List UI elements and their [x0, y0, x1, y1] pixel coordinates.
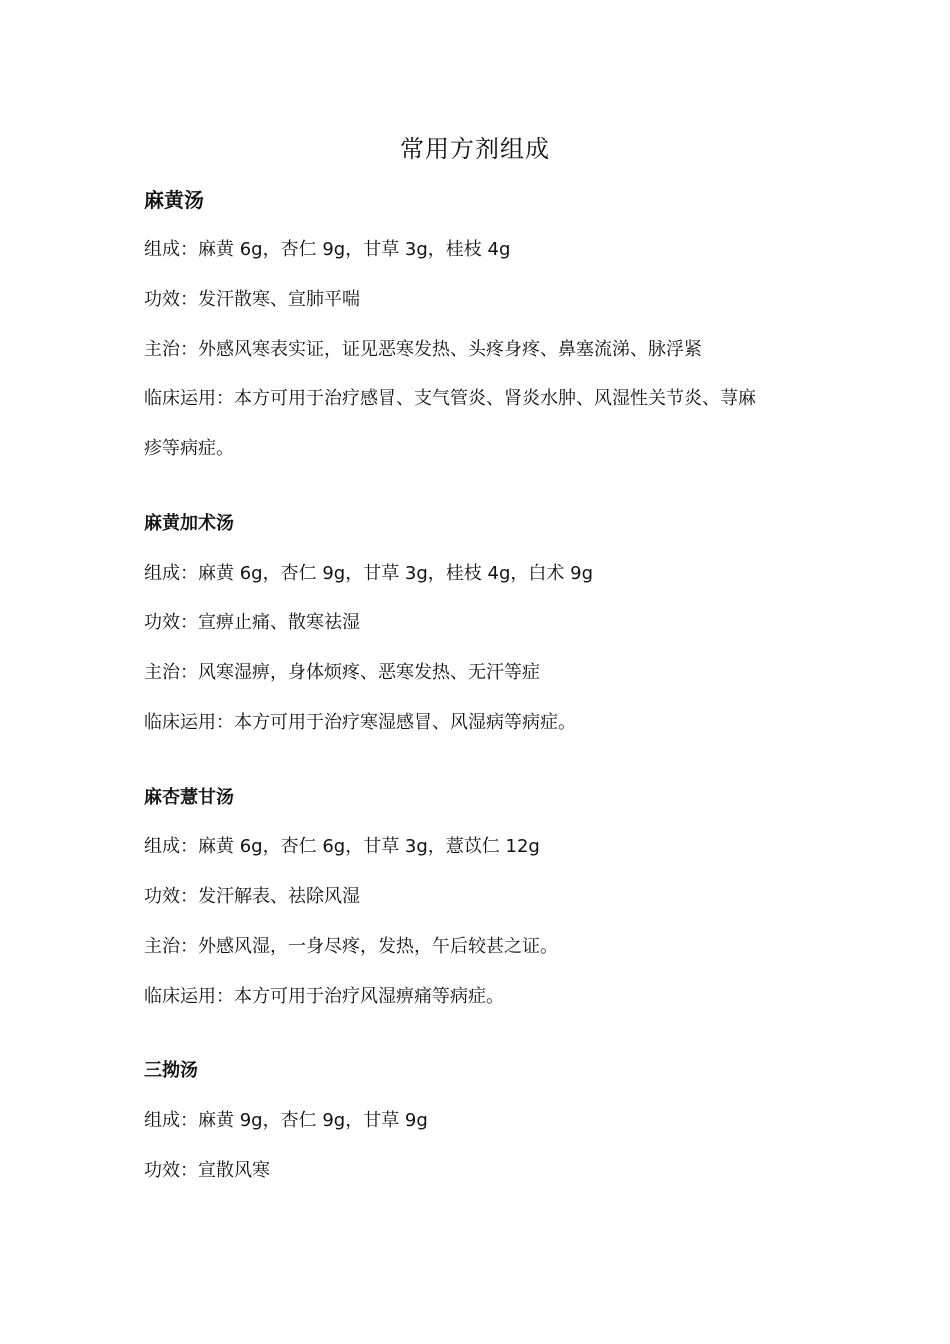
formula-efficacy: 功效：发汗解表、祛除风湿	[144, 886, 360, 907]
formula-efficacy: 功效：发汗散寒、宣肺平喘	[144, 289, 360, 310]
formula-composition: 组成：麻黄 6g，杏仁 9g，甘草 3g，桂枝 4g	[144, 239, 511, 260]
page-title: 常用方剂组成	[400, 135, 550, 163]
formula-composition: 组成：麻黄 9g，杏仁 9g，甘草 9g	[144, 1110, 428, 1131]
formula-indication: 主治：外感风寒表实证，证见恶寒发热、头疼身疼、鼻塞流涕、脉浮紧	[144, 339, 702, 360]
formula-heading-maxing-yigan-tang: 麻杏薏甘汤	[144, 787, 234, 808]
formula-efficacy: 功效：宣散风寒	[144, 1160, 270, 1181]
formula-clinical-use: 临床运用：本方可用于治疗寒湿感冒、风湿病等病症。	[144, 712, 576, 733]
formula-heading-sanao-tang: 三拗汤	[144, 1060, 198, 1081]
formula-clinical-use: 临床运用：本方可用于治疗风湿痹痛等病症。	[144, 986, 504, 1007]
formula-efficacy: 功效：宣痹止痛、散寒祛湿	[144, 612, 360, 633]
formula-composition: 组成：麻黄 6g，杏仁 9g，甘草 3g，桂枝 4g，白术 9g	[144, 563, 593, 584]
formula-heading-mahuang-tang: 麻黄汤	[144, 188, 204, 212]
formula-indication: 主治：外感风湿，一身尽疼，发热，午后较甚之证。	[144, 936, 558, 957]
formula-composition: 组成：麻黄 6g，杏仁 6g，甘草 3g，薏苡仁 12g	[144, 836, 540, 857]
formula-heading-mahuang-jiashu-tang: 麻黄加术汤	[144, 513, 234, 534]
formula-clinical-use: 临床运用：本方可用于治疗感冒、支气管炎、肾炎水肿、风湿性关节炎、荨麻	[144, 388, 756, 409]
formula-clinical-use-continued: 疹等病症。	[144, 438, 234, 459]
formula-indication: 主治：风寒湿痹，身体烦疼、恶寒发热、无汗等症	[144, 662, 540, 683]
